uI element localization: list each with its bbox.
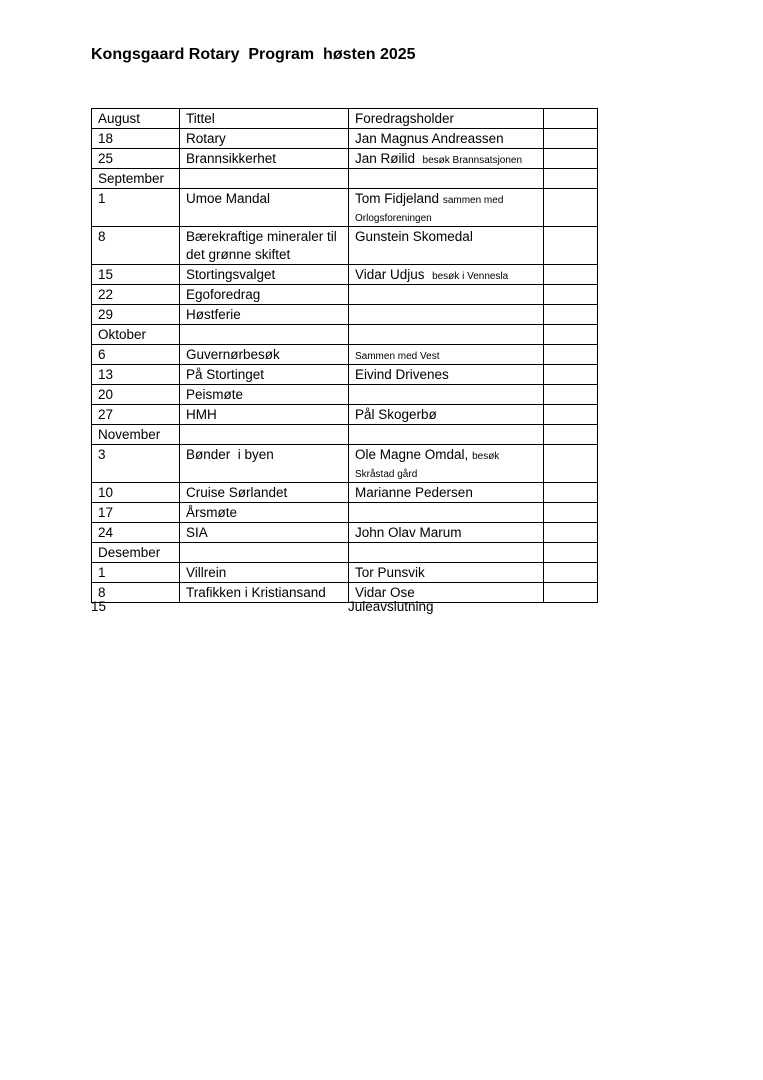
speaker-cell [349,503,544,523]
month-cell: Desember [92,543,180,563]
table-row [92,583,598,603]
table-row [92,265,598,285]
title-cell: Stortingsvalget [180,265,349,285]
title-cell: Umoe Mandal [180,189,349,227]
speaker-note: Sammen med Vest [355,351,440,362]
speaker-note: sammen med Orlogsforeningen [355,195,504,224]
date-cell: 22 [92,285,180,305]
extra-cell [544,385,598,405]
table-row [92,285,598,305]
extra-cell [544,583,598,603]
table-row [92,523,598,543]
speaker-cell [349,285,544,305]
date-cell: 6 [92,345,180,365]
speaker-cell [349,425,544,445]
extra-cell [544,189,598,227]
title-cell [180,325,349,345]
date-cell: 20 [92,385,180,405]
speaker-cell: Marianne Pedersen [349,483,544,503]
extra-cell [544,345,598,365]
date-cell: 27 [92,405,180,425]
date-cell: 10 [92,483,180,503]
table-row [92,227,598,265]
title-cell: Cruise Sørlandet [180,483,349,503]
speaker-cell [349,189,544,227]
speaker-cell [349,169,544,189]
table-row [92,385,598,405]
table-row [92,169,598,189]
extra-cell [544,405,598,425]
extra-cell [544,169,598,189]
extra-cell [544,285,598,305]
date-cell: 1 [92,189,180,227]
title-cell: SIA [180,523,349,543]
date-cell: 15 [92,265,180,285]
speaker-cell: Tor Punsvik [349,563,544,583]
extra-cell [544,305,598,325]
table-row [92,563,598,583]
table-row [92,405,598,425]
date-cell: 8 [92,583,180,603]
title-cell: Brannsikkerhet [180,149,349,169]
title-cell: Trafikken i Kristiansand [180,583,349,603]
table-row [92,149,598,169]
table-row [92,189,598,227]
speaker-cell [349,385,544,405]
title-cell: Rotary [180,129,349,149]
table-row [92,543,598,563]
speaker-note: besøk Brannsatsjonen [422,155,523,166]
header-extra [544,109,598,129]
date-cell: 17 [92,503,180,523]
extra-cell [544,543,598,563]
table-row [92,345,598,365]
speaker-note: besøk i Vennesla [432,271,509,282]
header-title: Tittel [180,109,349,129]
title-cell: Høstferie [180,305,349,325]
title-cell: Bønder i byen [180,445,349,483]
speaker-cell: Gunstein Skomedal [349,227,544,265]
date-cell: 25 [92,149,180,169]
page-title: Kongsgaard Rotary Program høsten 2025 [91,46,416,63]
extra-cell [544,523,598,543]
speaker-cell: John Olav Marum [349,523,544,543]
date-cell: 3 [92,445,180,483]
extra-cell [544,227,598,265]
header-month: August [92,109,180,129]
title-cell [180,425,349,445]
month-cell: September [92,169,180,189]
speaker-name: Ole Magne Omdal, [355,447,469,462]
month-cell: Oktober [92,325,180,345]
table-row [92,503,598,523]
speaker-cell [349,149,544,169]
date-cell: 8 [92,227,180,265]
table-row [92,425,598,445]
speaker-cell: Jan Magnus Andreassen [349,129,544,149]
title-cell: Bærekraftige mineraler til det grønne skiftet [180,227,349,265]
extra-cell [544,445,598,483]
title-cell: Villrein [180,563,349,583]
speaker-cell [349,265,544,285]
extra-cell [544,129,598,149]
extra-cell [544,503,598,523]
title-cell: HMH [180,405,349,425]
speaker-name: Jan Røilid [355,151,416,166]
speaker-cell: Vidar Ose [349,583,544,603]
speaker-name: Tom Fidjeland [355,191,440,206]
table-row [92,365,598,385]
speaker-note: besøk Skråstad gård [355,451,500,480]
title-cell: Peismøte [180,385,349,405]
header-speaker: Foredragsholder [349,109,544,129]
extra-cell [544,365,598,385]
title-cell: Guvernørbesøk [180,345,349,365]
title-cell: Årsmøte [180,503,349,523]
speaker-name: Vidar Udjus [355,267,425,282]
speaker-cell [349,543,544,563]
date-cell: 13 [92,365,180,385]
title-cell [180,169,349,189]
table-row [92,483,598,503]
extra-cell [544,265,598,285]
program-table [91,108,598,603]
extra-cell [544,425,598,445]
footer-text: Juleavslutning [348,599,434,614]
date-cell: 24 [92,523,180,543]
speaker-cell [349,445,544,483]
speaker-cell [349,345,544,365]
speaker-cell [349,305,544,325]
table-row [92,305,598,325]
extra-cell [544,483,598,503]
table-row [92,445,598,483]
table-header-row [92,109,598,129]
title-cell: På Stortinget [180,365,349,385]
speaker-cell: Eivind Drivenes [349,365,544,385]
extra-cell [544,563,598,583]
footer-date: 15 [91,599,107,614]
table-row [92,325,598,345]
title-cell [180,543,349,563]
speaker-cell [349,325,544,345]
month-cell: November [92,425,180,445]
date-cell: 29 [92,305,180,325]
date-cell: 1 [92,563,180,583]
title-cell: Egoforedrag [180,285,349,305]
extra-cell [544,325,598,345]
extra-cell [544,149,598,169]
table-row [92,129,598,149]
speaker-cell: Pål Skogerbø [349,405,544,425]
date-cell: 18 [92,129,180,149]
